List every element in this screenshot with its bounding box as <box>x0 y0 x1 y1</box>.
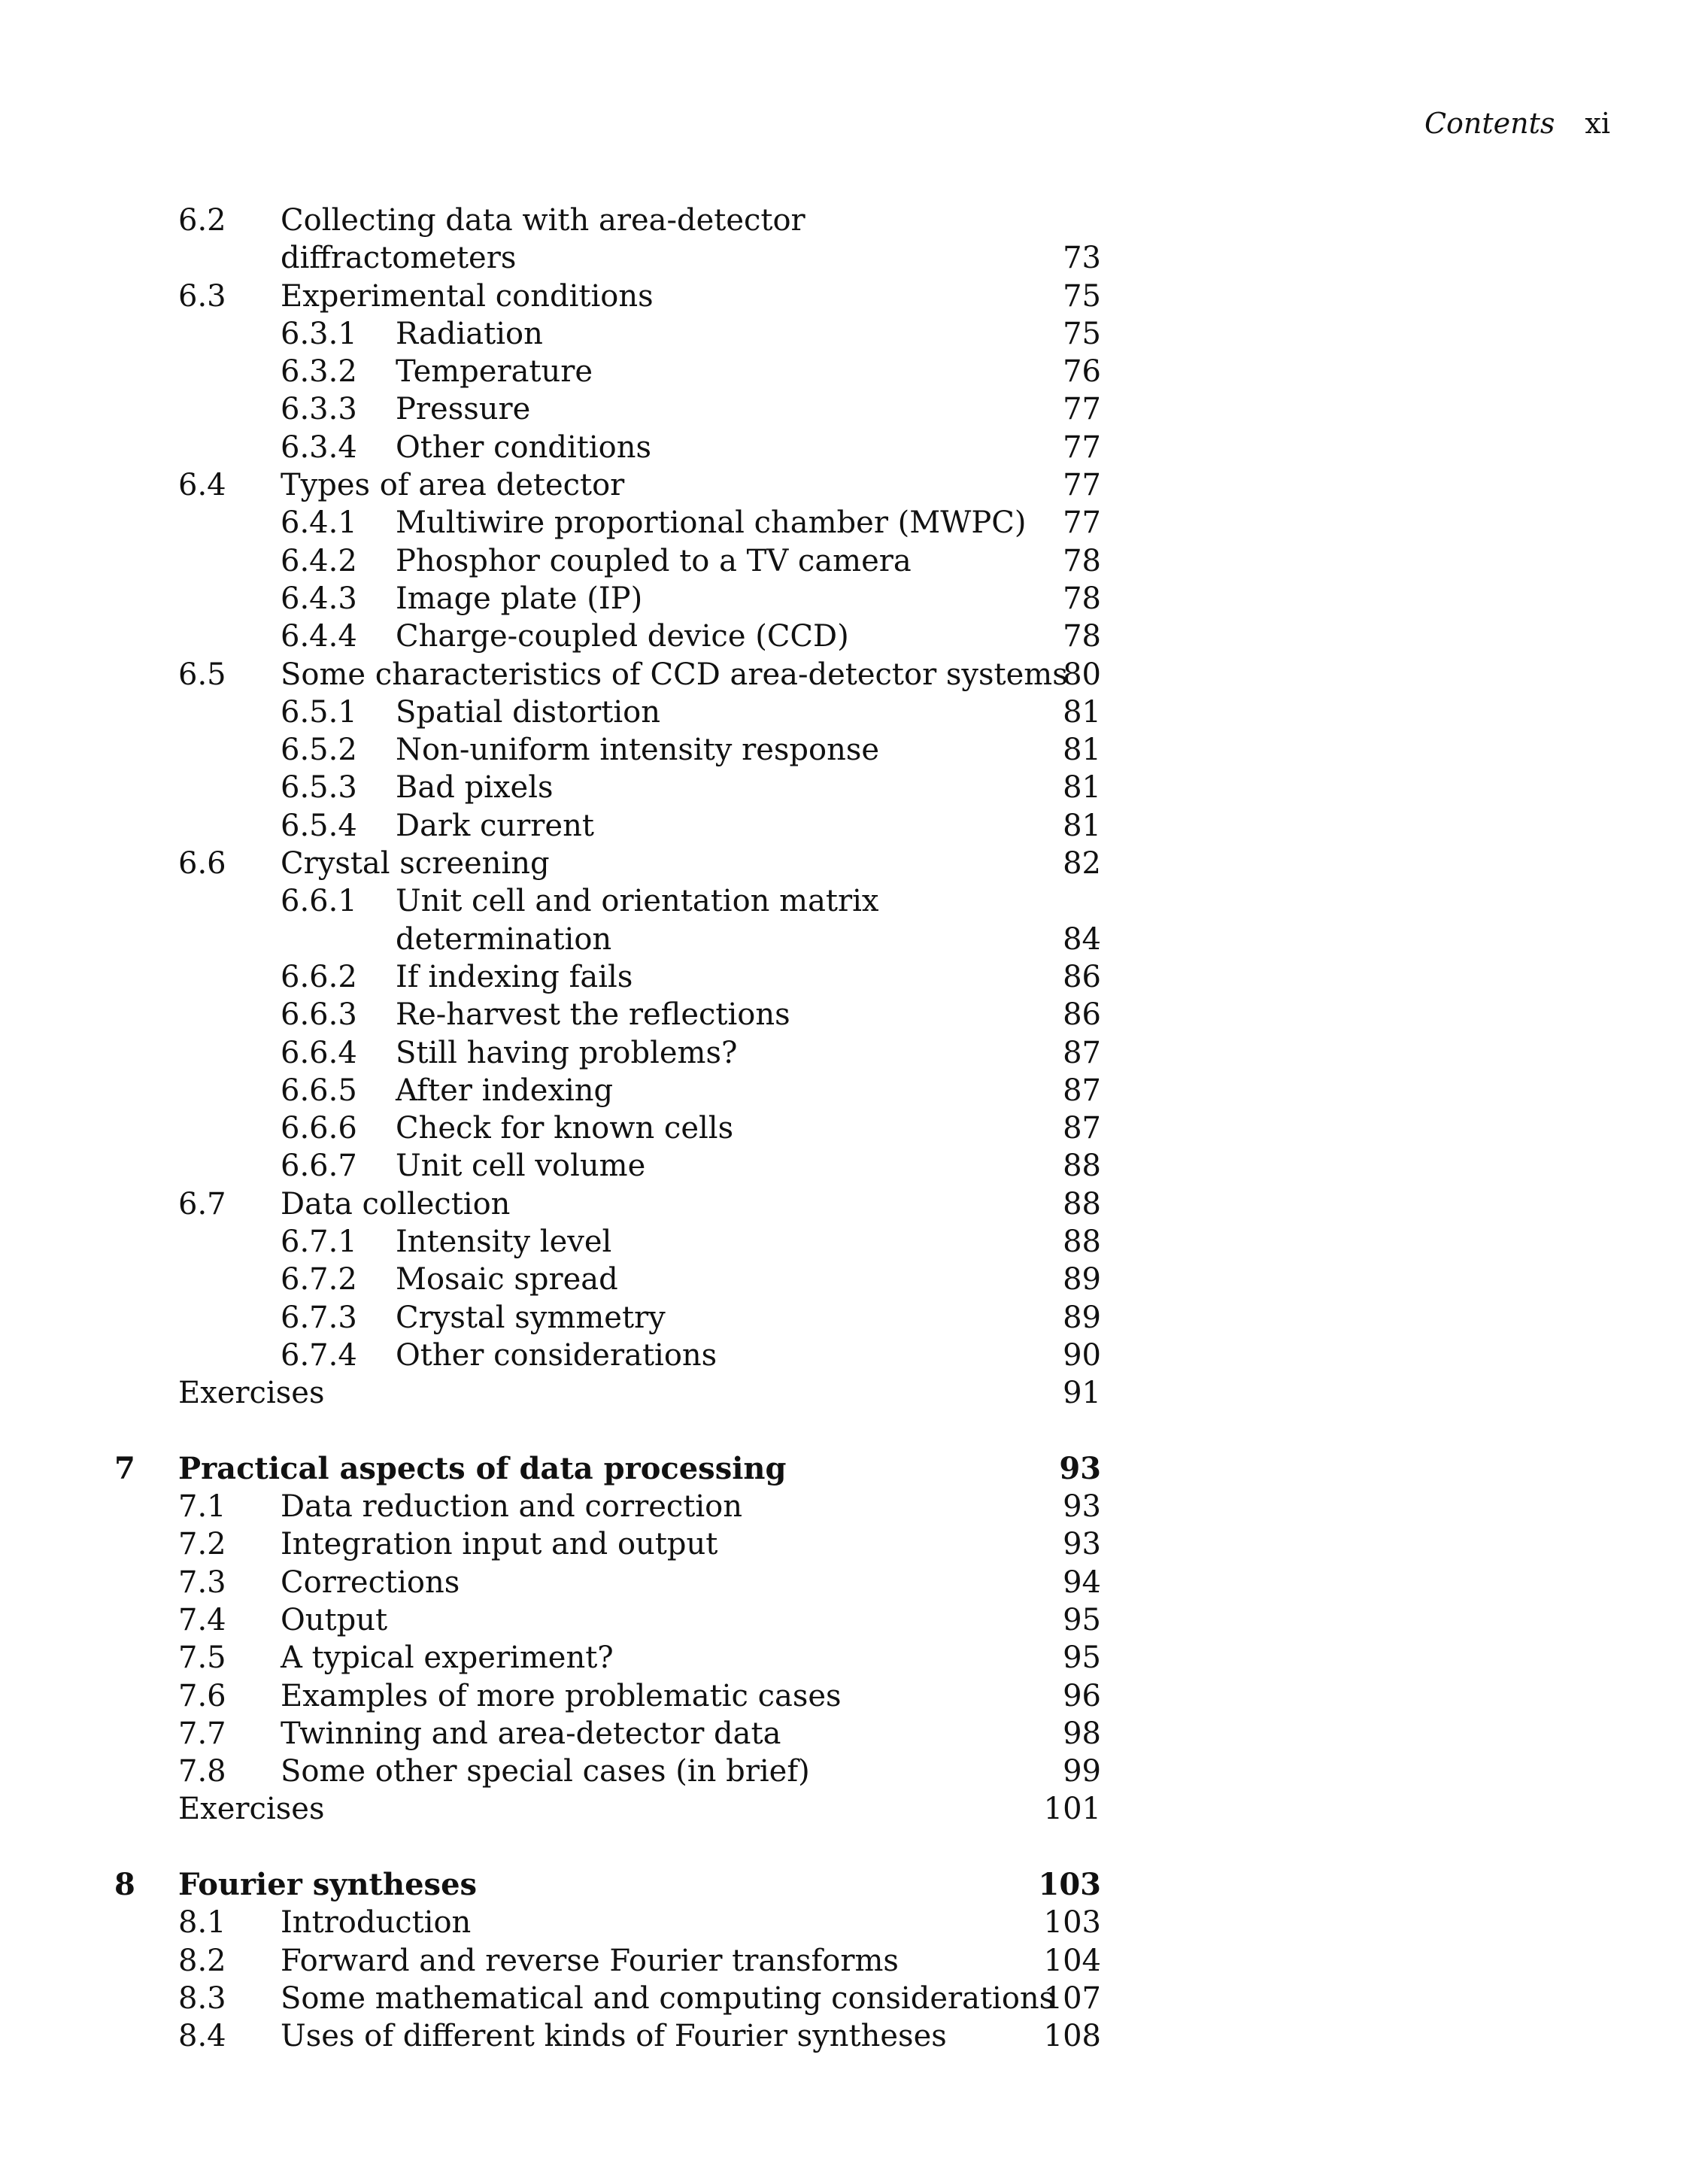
entry-title: After indexing <box>396 1073 614 1108</box>
entry-title: Types of area detector <box>281 468 625 503</box>
entry-title: Intensity level <box>396 1225 612 1260</box>
section-number: 6.6.2 <box>281 959 357 994</box>
page-numeral: xi <box>1585 107 1610 140</box>
chapter-number: 7 <box>114 1450 135 1486</box>
section-number: 6.7.1 <box>281 1225 357 1260</box>
section-number: 6.6.6 <box>281 1111 357 1146</box>
section-number: 7.4 <box>178 1602 226 1637</box>
entry-title: Re-harvest the reflections <box>396 997 790 1033</box>
section-number: 6.3.3 <box>281 392 357 427</box>
page-number: 87 <box>1063 1035 1101 1070</box>
section-number: 6.3.1 <box>281 316 357 351</box>
toc-entry[interactable] <box>0 390 1708 428</box>
page-number: 78 <box>1063 619 1101 654</box>
section-number: 7.2 <box>178 1527 226 1562</box>
entry-title: Uses of different kinds of Fourier syntheses <box>281 2019 947 2054</box>
page-number: 89 <box>1063 1300 1101 1335</box>
entry-title: Integration input and output <box>281 1527 718 1562</box>
page-number: 84 <box>1063 921 1101 957</box>
section-number: 8.3 <box>178 1980 226 2016</box>
toc-entry[interactable] <box>0 1677 1708 1715</box>
entry-title: Exercises <box>178 1376 325 1411</box>
page-number: 88 <box>1063 1186 1101 1222</box>
entry-title: Image plate (IP) <box>396 581 643 616</box>
section-number: 6.5 <box>178 657 226 692</box>
chapter-number: 8 <box>114 1867 135 1903</box>
entry-title: Bad pixels <box>396 770 554 806</box>
page-number: 88 <box>1063 1225 1101 1260</box>
entry-title: Some other special cases (in brief) <box>281 1754 810 1789</box>
section-number: 6.7.3 <box>281 1300 357 1335</box>
toc-entry[interactable] <box>0 1072 1708 1109</box>
section-number: 6.6.7 <box>281 1149 357 1184</box>
toc-entry[interactable] <box>0 656 1708 693</box>
toc-entry[interactable] <box>0 996 1708 1033</box>
section-number: 6.3 <box>178 278 226 314</box>
page-number: 104 <box>1043 1943 1101 1978</box>
page-number: 75 <box>1063 316 1101 351</box>
toc-entry[interactable] <box>0 1299 1708 1337</box>
entry-title: diffractometers <box>281 241 517 276</box>
section-number: 6.6.4 <box>281 1035 357 1070</box>
entry-title: Phosphor coupled to a TV camera <box>396 543 912 578</box>
entry-title: Twinning and area-detector data <box>281 1716 781 1751</box>
entry-title: Unit cell and orientation matrix <box>396 884 879 919</box>
entry-title: Some characteristics of CCD area-detector systems <box>281 657 1068 692</box>
section-number: 8.4 <box>178 2019 226 2054</box>
toc-entry[interactable] <box>0 882 1708 920</box>
section-number: 6.3.4 <box>281 429 357 465</box>
section-number: 6.7 <box>178 1186 226 1222</box>
entry-title: Forward and reverse Fourier transforms <box>281 1943 899 1978</box>
entry-title: Crystal screening <box>281 846 550 882</box>
section-number: 6.4 <box>178 468 226 503</box>
toc-entry[interactable] <box>0 315 1708 353</box>
toc-entry[interactable] <box>0 769 1708 806</box>
toc-entry[interactable] <box>0 1564 1708 1601</box>
toc-entry[interactable] <box>0 1147 1708 1185</box>
running-header <box>1424 107 1610 140</box>
toc-entry[interactable] <box>0 1715 1708 1753</box>
section-number: 6.7.2 <box>281 1262 357 1297</box>
toc-chapter-entry[interactable] <box>0 1866 1708 1904</box>
entry-title: Radiation <box>396 316 543 351</box>
page-number: 78 <box>1063 581 1101 616</box>
section-number: 6.7.4 <box>281 1337 357 1373</box>
section-number: 8.2 <box>178 1943 226 1978</box>
entry-title: Still having problems? <box>396 1035 738 1070</box>
entry-title: Non-uniform intensity response <box>396 733 880 768</box>
entry-title: Some mathematical and computing considerations <box>281 1980 1055 2016</box>
entry-title: A typical experiment? <box>281 1640 614 1676</box>
page-number: 81 <box>1063 770 1101 806</box>
toc-entry[interactable] <box>0 1790 1708 1828</box>
toc-entry[interactable] <box>0 2017 1708 2055</box>
toc-entry[interactable] <box>0 1185 1708 1223</box>
toc-entry[interactable] <box>0 693 1708 731</box>
entry-title: determination <box>396 921 612 957</box>
toc-entry[interactable] <box>0 1223 1708 1261</box>
running-header-title: Contents <box>1424 107 1555 140</box>
toc-entry[interactable] <box>0 580 1708 618</box>
entry-title: Temperature <box>396 354 593 390</box>
entry-title: Output <box>281 1602 388 1637</box>
page-number: 95 <box>1063 1602 1101 1637</box>
section-number: 6.5.1 <box>281 694 357 730</box>
section-number: 6.4.2 <box>281 543 357 578</box>
toc-entry[interactable] <box>0 466 1708 504</box>
section-number: 7.3 <box>178 1564 226 1600</box>
toc-entry[interactable] <box>0 278 1708 315</box>
toc-entry[interactable] <box>0 1337 1708 1374</box>
section-number: 6.6.1 <box>281 884 357 919</box>
toc-entry[interactable] <box>0 1980 1708 2017</box>
toc-entry[interactable] <box>0 1639 1708 1677</box>
section-number: 6.5.2 <box>281 733 357 768</box>
toc-entry[interactable] <box>0 1374 1708 1412</box>
chapter-gap <box>0 1413 1708 1450</box>
entry-title: Experimental conditions <box>281 278 654 314</box>
page-number: 82 <box>1063 846 1101 882</box>
page-number: 94 <box>1063 1564 1101 1600</box>
toc-entry[interactable] <box>0 1488 1708 1525</box>
section-number: 6.4.3 <box>281 581 357 616</box>
entry-title: Check for known cells <box>396 1111 734 1146</box>
page-number: 81 <box>1063 694 1101 730</box>
entry-title: Dark current <box>396 808 594 843</box>
page-number: 77 <box>1063 429 1101 465</box>
page-number: 78 <box>1063 543 1101 578</box>
entry-title: Crystal symmetry <box>396 1300 666 1335</box>
entry-title: Exercises <box>178 1792 325 1827</box>
page-number: 89 <box>1063 1262 1101 1297</box>
toc-entry[interactable] <box>0 958 1708 996</box>
toc-entry[interactable] <box>0 1942 1708 1980</box>
page-number: 93 <box>1059 1450 1101 1486</box>
page-number: 87 <box>1063 1111 1101 1146</box>
page-number: 75 <box>1063 278 1101 314</box>
toc-entry[interactable] <box>0 202 1708 239</box>
page-number: 103 <box>1038 1867 1101 1903</box>
toc-entry[interactable] <box>0 1261 1708 1298</box>
toc-entry[interactable] <box>0 1034 1708 1072</box>
section-number: 6.6 <box>178 846 226 882</box>
page-number: 93 <box>1063 1489 1101 1525</box>
page-number: 101 <box>1043 1792 1101 1827</box>
section-number: 6.5.3 <box>281 770 357 806</box>
page-number: 87 <box>1063 1073 1101 1108</box>
entry-title: Introduction <box>281 1905 472 1941</box>
page-number: 96 <box>1063 1678 1101 1713</box>
entry-title: Pressure <box>396 392 531 427</box>
page-number: 77 <box>1063 392 1101 427</box>
entry-title: Spatial distortion <box>396 694 660 730</box>
toc-entry[interactable] <box>0 1753 1708 1790</box>
page-number: 93 <box>1063 1527 1101 1562</box>
toc-entry[interactable] <box>0 845 1708 882</box>
entry-title: Other conditions <box>396 429 652 465</box>
toc-entry[interactable] <box>0 1904 1708 1941</box>
toc-entry[interactable] <box>0 239 1708 277</box>
toc-entry[interactable] <box>0 1601 1708 1639</box>
page-number: 107 <box>1043 1980 1101 2016</box>
section-number: 7.7 <box>178 1716 226 1751</box>
chapter-gap <box>0 1829 1708 1866</box>
page-number: 77 <box>1063 468 1101 503</box>
page-number: 103 <box>1043 1905 1101 1941</box>
page-number: 77 <box>1063 505 1101 541</box>
entry-title: Examples of more problematic cases <box>281 1678 842 1713</box>
page-number: 90 <box>1063 1337 1101 1373</box>
toc-entry[interactable] <box>0 1525 1708 1563</box>
entry-title: If indexing fails <box>396 959 633 994</box>
entry-title: Fourier syntheses <box>178 1867 478 1903</box>
toc-chapter-entry[interactable] <box>0 1450 1708 1488</box>
section-number: 6.3.2 <box>281 354 357 390</box>
page-number: 108 <box>1043 2019 1101 2054</box>
entry-title: Mosaic spread <box>396 1262 618 1297</box>
page-number: 95 <box>1063 1640 1101 1676</box>
section-number: 6.4.4 <box>281 619 357 654</box>
toc-entry[interactable] <box>0 353 1708 390</box>
page-number: 76 <box>1063 354 1101 390</box>
page-number: 81 <box>1063 808 1101 843</box>
toc-entry[interactable] <box>0 429 1708 466</box>
entry-title: Other considerations <box>396 1337 717 1373</box>
entry-title: Collecting data with area-detector <box>281 203 805 238</box>
section-number: 6.2 <box>178 203 226 238</box>
section-number: 8.1 <box>178 1905 226 1941</box>
entry-title: Practical aspects of data processing <box>178 1450 787 1486</box>
section-number: 7.5 <box>178 1640 226 1676</box>
section-number: 6.6.5 <box>281 1073 357 1108</box>
page-number: 98 <box>1063 1716 1101 1751</box>
toc-entry[interactable] <box>0 1109 1708 1147</box>
entry-title: Corrections <box>281 1564 460 1600</box>
section-number: 7.6 <box>178 1678 226 1713</box>
entry-title: Multiwire proportional chamber (MWPC) <box>396 505 1027 541</box>
entry-title: Data collection <box>281 1186 511 1222</box>
toc-entry[interactable] <box>0 504 1708 542</box>
entry-title: Data reduction and correction <box>281 1489 742 1525</box>
page-number: 86 <box>1063 997 1101 1033</box>
toc-entry[interactable] <box>0 921 1708 958</box>
toc-entry[interactable] <box>0 731 1708 769</box>
page-number: 81 <box>1063 733 1101 768</box>
page-number: 91 <box>1063 1376 1101 1411</box>
page-number: 88 <box>1063 1149 1101 1184</box>
entry-title: Charge-coupled device (CCD) <box>396 619 849 654</box>
page-number: 73 <box>1063 241 1101 276</box>
section-number: 6.6.3 <box>281 997 357 1033</box>
entry-title: Unit cell volume <box>396 1149 646 1184</box>
page-number: 99 <box>1063 1754 1101 1789</box>
page-number: 80 <box>1063 657 1101 692</box>
toc-entry[interactable] <box>0 542 1708 580</box>
section-number: 7.8 <box>178 1754 226 1789</box>
toc-entry[interactable] <box>0 618 1708 655</box>
section-number: 6.4.1 <box>281 505 357 541</box>
toc-entry[interactable] <box>0 807 1708 845</box>
table-of-contents <box>0 202 1708 2056</box>
page-number: 86 <box>1063 959 1101 994</box>
section-number: 7.1 <box>178 1489 226 1525</box>
section-number: 6.5.4 <box>281 808 357 843</box>
